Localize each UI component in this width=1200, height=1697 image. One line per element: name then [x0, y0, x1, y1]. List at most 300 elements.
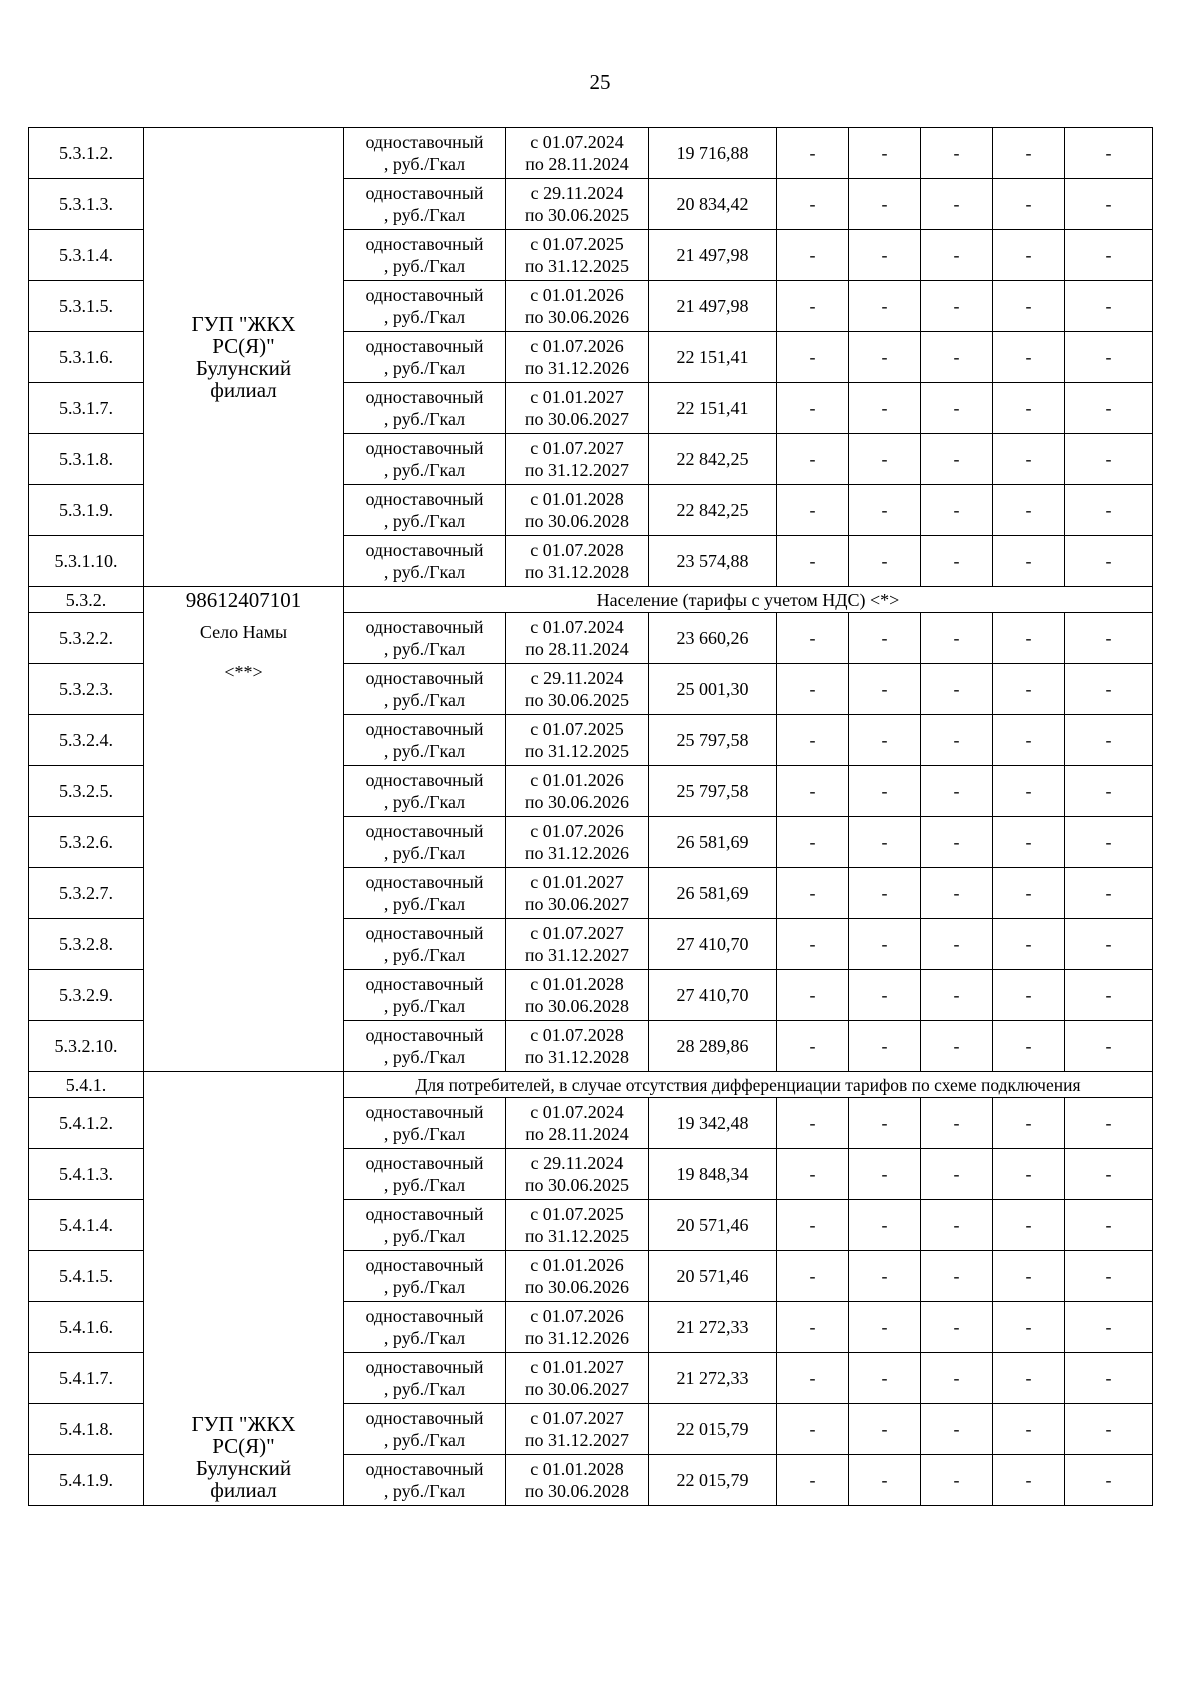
period-cell [506, 1021, 649, 1072]
period-to: по 30.06.2027 [524, 894, 630, 914]
organization-line: ГУП "ЖКХ [191, 312, 296, 336]
empty-value-cell: - [1065, 1200, 1153, 1251]
empty-value-cell: - [777, 1251, 849, 1302]
empty-value-cell: - [777, 868, 849, 919]
empty-value-cell: - [921, 1200, 993, 1251]
empty-value-cell: - [1065, 970, 1153, 1021]
rate-type-label: одноставочный [365, 1204, 484, 1224]
empty-value-cell: - [777, 766, 849, 817]
empty-value-cell: - [921, 1251, 993, 1302]
period-cell [506, 230, 649, 281]
section-title-cell: Для потребителей, в случае отсутствия дифференциации тарифов по схеме подключения [344, 1072, 1153, 1098]
empty-value-cell: - [1065, 536, 1153, 587]
empty-value-cell: - [1065, 179, 1153, 230]
rate-type-label: одноставочный [365, 1025, 484, 1045]
empty-value-cell: - [993, 715, 1065, 766]
tariff-value-cell: 22 151,41 [649, 383, 777, 434]
rate-unit-label: , руб./Гкал [383, 1175, 466, 1195]
empty-value-cell: - [777, 536, 849, 587]
period-to: по 30.06.2027 [524, 409, 630, 429]
tariff-value-cell: 27 410,70 [649, 919, 777, 970]
row-number-cell: 5.3.1.3. [29, 179, 144, 230]
period-cell [506, 332, 649, 383]
tariff-value-cell: 21 272,33 [649, 1302, 777, 1353]
rate-unit-label: , руб./Гкал [383, 792, 466, 812]
row-number-cell: 5.3.1.6. [29, 332, 144, 383]
tariff-value-cell: 22 842,25 [649, 485, 777, 536]
empty-value-cell: - [921, 766, 993, 817]
period-to: по 30.06.2028 [524, 1481, 630, 1501]
empty-value-cell: - [921, 485, 993, 536]
rate-type-label: одноставочный [365, 923, 484, 943]
row-number-cell: 5.4.1.6. [29, 1302, 144, 1353]
empty-value-cell: - [921, 179, 993, 230]
period-from: с 01.07.2025 [530, 1204, 624, 1224]
rate-type-label: одноставочный [365, 668, 484, 688]
rate-type-cell [344, 1404, 506, 1455]
period-from: с 29.11.2024 [530, 1153, 624, 1173]
settlement-name: Село Намы [199, 621, 288, 642]
empty-value-cell: - [777, 434, 849, 485]
rate-type-cell [344, 281, 506, 332]
row-number-cell: 5.4.1.5. [29, 1251, 144, 1302]
rate-type-label: одноставочный [365, 770, 484, 790]
rate-type-label: одноставочный [365, 1408, 484, 1428]
row-number-cell: 5.4.1.8. [29, 1404, 144, 1455]
period-from: с 01.07.2027 [530, 438, 624, 458]
rate-unit-label: , руб./Гкал [383, 996, 466, 1016]
period-cell [506, 1353, 649, 1404]
empty-value-cell: - [993, 1404, 1065, 1455]
empty-value-cell: - [1065, 383, 1153, 434]
empty-value-cell: - [993, 766, 1065, 817]
rate-type-label: одноставочный [365, 1306, 484, 1326]
tariff-table-body [29, 128, 1153, 1506]
empty-value-cell: - [849, 715, 921, 766]
period-cell [506, 1149, 649, 1200]
rate-unit-label: , руб./Гкал [383, 1379, 466, 1399]
rate-type-cell [344, 919, 506, 970]
empty-value-cell: - [993, 868, 1065, 919]
empty-value-cell: - [1065, 128, 1153, 179]
period-from: с 01.01.2027 [530, 387, 624, 407]
tariff-value-cell: 19 342,48 [649, 1098, 777, 1149]
period-cell [506, 817, 649, 868]
rate-unit-label: , руб./Гкал [383, 894, 466, 914]
period-to: по 31.12.2025 [524, 256, 630, 276]
period-cell [506, 1302, 649, 1353]
rate-type-cell [344, 485, 506, 536]
empty-value-cell: - [993, 485, 1065, 536]
tariff-value-cell: 22 015,79 [649, 1404, 777, 1455]
tariff-value-cell: 21 272,33 [649, 1353, 777, 1404]
empty-value-cell: - [849, 1021, 921, 1072]
row-number-cell: 5.3.1.9. [29, 485, 144, 536]
rate-unit-label: , руб./Гкал [383, 307, 466, 327]
empty-value-cell: - [921, 919, 993, 970]
period-to: по 31.12.2028 [524, 562, 630, 582]
empty-value-cell: - [993, 664, 1065, 715]
period-from: с 01.07.2024 [530, 1102, 624, 1122]
empty-value-cell: - [777, 485, 849, 536]
rate-type-label: одноставочный [365, 872, 484, 892]
rate-unit-label: , руб./Гкал [383, 1124, 466, 1144]
tariff-value-cell: 21 497,98 [649, 230, 777, 281]
row-number-cell: 5.3.1.2. [29, 128, 144, 179]
settlement-code-cell: 98612407101 [144, 587, 344, 613]
period-to: по 28.11.2024 [525, 154, 629, 174]
rate-unit-label: , руб./Гкал [383, 1277, 466, 1297]
organization-line: РС(Я)" [212, 1434, 275, 1458]
empty-value-cell: - [1065, 664, 1153, 715]
section-header-row [29, 1072, 1153, 1098]
row-number-cell: 5.4.1.7. [29, 1353, 144, 1404]
rate-type-cell [344, 970, 506, 1021]
rate-unit-label: , руб./Гкал [383, 945, 466, 965]
period-from: с 01.07.2028 [530, 540, 624, 560]
empty-value-cell: - [1065, 1251, 1153, 1302]
empty-value-cell: - [777, 179, 849, 230]
empty-value-cell: - [993, 1455, 1065, 1506]
rate-type-cell [344, 1302, 506, 1353]
period-to: по 30.06.2026 [524, 307, 630, 327]
rate-type-cell [344, 179, 506, 230]
period-from: с 01.07.2024 [530, 617, 624, 637]
empty-value-cell: - [921, 332, 993, 383]
empty-value-cell: - [993, 1021, 1065, 1072]
period-to: по 30.06.2027 [524, 1379, 630, 1399]
period-from: с 01.07.2028 [530, 1025, 624, 1045]
rate-type-label: одноставочный [365, 234, 484, 254]
period-cell [506, 434, 649, 485]
rate-unit-label: , руб./Гкал [383, 1047, 466, 1067]
empty-value-cell: - [849, 332, 921, 383]
empty-value-cell: - [777, 970, 849, 1021]
empty-value-cell: - [921, 1455, 993, 1506]
rate-type-cell [344, 613, 506, 664]
period-cell [506, 919, 649, 970]
tariff-value-cell: 19 716,88 [649, 128, 777, 179]
empty-value-cell: - [993, 536, 1065, 587]
empty-value-cell: - [921, 613, 993, 664]
period-from: с 01.07.2026 [530, 336, 624, 356]
period-to: по 30.06.2026 [524, 1277, 630, 1297]
rate-type-cell [344, 434, 506, 485]
organization-line: Булунский [195, 1456, 292, 1480]
empty-value-cell: - [921, 817, 993, 868]
rate-unit-label: , руб./Гкал [383, 843, 466, 863]
rate-type-cell [344, 1021, 506, 1072]
table-row [29, 613, 1153, 664]
empty-value-cell: - [1065, 613, 1153, 664]
rate-unit-label: , руб./Гкал [383, 1226, 466, 1246]
rate-type-label: одноставочный [365, 617, 484, 637]
tariff-value-cell: 26 581,69 [649, 868, 777, 919]
empty-value-cell: - [1065, 1149, 1153, 1200]
period-cell [506, 1098, 649, 1149]
empty-value-cell: - [849, 1200, 921, 1251]
empty-value-cell: - [849, 766, 921, 817]
rate-type-label: одноставочный [365, 1153, 484, 1173]
row-number-cell: 5.3.2.4. [29, 715, 144, 766]
empty-value-cell: - [849, 536, 921, 587]
empty-value-cell: - [993, 970, 1065, 1021]
rate-type-cell [344, 766, 506, 817]
rate-type-cell [344, 1149, 506, 1200]
empty-value-cell: - [1065, 434, 1153, 485]
tariff-value-cell: 25 001,30 [649, 664, 777, 715]
empty-value-cell: - [993, 230, 1065, 281]
rate-type-label: одноставочный [365, 540, 484, 560]
empty-value-cell: - [1065, 715, 1153, 766]
period-to: по 31.12.2026 [524, 843, 630, 863]
empty-value-cell: - [993, 1302, 1065, 1353]
row-number-cell: 5.3.2.7. [29, 868, 144, 919]
empty-value-cell: - [993, 1098, 1065, 1149]
empty-value-cell: - [849, 1353, 921, 1404]
rate-type-cell [344, 383, 506, 434]
empty-value-cell: - [777, 817, 849, 868]
tariff-value-cell: 22 015,79 [649, 1455, 777, 1506]
section-title-cell: Население (тарифы с учетом НДС) <*> [344, 587, 1153, 613]
rate-type-label: одноставочный [365, 285, 484, 305]
period-from: с 29.11.2024 [530, 668, 624, 688]
row-number-cell: 5.4.1.9. [29, 1455, 144, 1506]
rate-type-cell [344, 1200, 506, 1251]
rate-type-cell [344, 1455, 506, 1506]
period-from: с 01.07.2026 [530, 821, 624, 841]
empty-value-cell: - [849, 664, 921, 715]
rate-type-label: одноставочный [365, 183, 484, 203]
empty-value-cell: - [921, 1353, 993, 1404]
empty-value-cell: - [777, 1455, 849, 1506]
empty-value-cell: - [849, 179, 921, 230]
empty-value-cell: - [849, 1404, 921, 1455]
empty-value-cell: - [777, 332, 849, 383]
period-from: с 01.01.2026 [530, 1255, 624, 1275]
empty-value-cell: - [921, 383, 993, 434]
empty-value-cell: - [849, 383, 921, 434]
page-number: 25 [589, 70, 611, 94]
rate-type-cell [344, 536, 506, 587]
period-to: по 31.12.2026 [524, 1328, 630, 1348]
empty-value-cell: - [921, 970, 993, 1021]
rate-unit-label: , руб./Гкал [383, 690, 466, 710]
empty-value-cell: - [921, 1149, 993, 1200]
rate-unit-label: , руб./Гкал [383, 1328, 466, 1348]
period-cell [506, 281, 649, 332]
period-to: по 28.11.2024 [525, 639, 629, 659]
rate-type-cell [344, 1353, 506, 1404]
empty-value-cell: - [777, 383, 849, 434]
empty-value-cell: - [777, 1149, 849, 1200]
empty-value-cell: - [1065, 1455, 1153, 1506]
period-to: по 31.12.2025 [524, 1226, 630, 1246]
empty-value-cell: - [849, 485, 921, 536]
period-cell [506, 970, 649, 1021]
period-to: по 30.06.2028 [524, 996, 630, 1016]
empty-value-cell: - [1065, 868, 1153, 919]
empty-value-cell: - [849, 868, 921, 919]
empty-value-cell: - [921, 1404, 993, 1455]
period-from: с 01.01.2028 [530, 974, 624, 994]
rate-unit-label: , руб./Гкал [383, 256, 466, 276]
empty-value-cell: - [921, 715, 993, 766]
tariff-value-cell: 21 497,98 [649, 281, 777, 332]
period-from: с 01.07.2026 [530, 1306, 624, 1326]
row-number-cell: 5.4.1.3. [29, 1149, 144, 1200]
tariff-value-cell: 25 797,58 [649, 766, 777, 817]
empty-value-cell: - [993, 332, 1065, 383]
tariff-table [28, 127, 1153, 1506]
rate-unit-label: , руб./Гкал [383, 562, 466, 582]
section-header-row [29, 587, 1153, 613]
tariff-value-cell: 20 571,46 [649, 1251, 777, 1302]
rate-type-cell [344, 1098, 506, 1149]
period-cell [506, 485, 649, 536]
empty-value-cell: - [777, 128, 849, 179]
rate-type-label: одноставочный [365, 336, 484, 356]
empty-value-cell: - [921, 868, 993, 919]
row-number-cell: 5.4.1.2. [29, 1098, 144, 1149]
rate-unit-label: , руб./Гкал [383, 409, 466, 429]
empty-value-cell: - [849, 434, 921, 485]
section-number-cell: 5.4.1. [29, 1072, 144, 1098]
period-to: по 28.11.2024 [525, 1124, 629, 1144]
period-cell [506, 383, 649, 434]
rate-type-cell [344, 817, 506, 868]
rate-unit-label: , руб./Гкал [383, 1430, 466, 1450]
rate-type-label: одноставочный [365, 387, 484, 407]
row-number-cell: 5.3.2.5. [29, 766, 144, 817]
period-from: с 29.11.2024 [530, 183, 624, 203]
row-number-cell: 5.3.2.2. [29, 613, 144, 664]
period-from: с 01.07.2027 [530, 1408, 624, 1428]
table-row [29, 128, 1153, 179]
period-from: с 01.01.2026 [530, 770, 624, 790]
period-cell [506, 868, 649, 919]
section-number-cell: 5.3.2. [29, 587, 144, 613]
tariff-value-cell: 28 289,86 [649, 1021, 777, 1072]
empty-value-cell: - [993, 1200, 1065, 1251]
period-cell [506, 179, 649, 230]
empty-value-cell: - [993, 383, 1065, 434]
rate-type-cell [344, 715, 506, 766]
empty-value-cell: - [1065, 332, 1153, 383]
empty-value-cell: - [849, 128, 921, 179]
empty-value-cell: - [993, 128, 1065, 179]
rate-type-label: одноставочный [365, 489, 484, 509]
empty-value-cell: - [921, 434, 993, 485]
empty-value-cell: - [1065, 1021, 1153, 1072]
period-from: с 01.01.2027 [530, 872, 624, 892]
rate-type-label: одноставочный [365, 1357, 484, 1377]
empty-value-cell: - [1065, 766, 1153, 817]
settlement-note: <**> [224, 661, 263, 682]
rate-type-label: одноставочный [365, 1102, 484, 1122]
rate-unit-label: , руб./Гкал [383, 741, 466, 761]
empty-value-cell: - [1065, 1302, 1153, 1353]
period-to: по 31.12.2027 [524, 1430, 630, 1450]
rate-type-cell [344, 1251, 506, 1302]
rate-unit-label: , руб./Гкал [383, 1481, 466, 1501]
row-number-cell: 5.3.2.10. [29, 1021, 144, 1072]
tariff-value-cell: 23 660,26 [649, 613, 777, 664]
row-number-cell: 5.3.2.9. [29, 970, 144, 1021]
period-to: по 31.12.2026 [524, 358, 630, 378]
period-from: с 01.01.2027 [530, 1357, 624, 1377]
rate-type-label: одноставочный [365, 438, 484, 458]
empty-value-cell: - [777, 281, 849, 332]
empty-value-cell: - [921, 128, 993, 179]
tariff-value-cell: 22 842,25 [649, 434, 777, 485]
empty-value-cell: - [1065, 485, 1153, 536]
row-number-cell: 5.3.1.10. [29, 536, 144, 587]
row-number-cell: 5.3.1.5. [29, 281, 144, 332]
empty-value-cell: - [777, 1404, 849, 1455]
empty-value-cell: - [993, 1251, 1065, 1302]
tariff-value-cell: 20 834,42 [649, 179, 777, 230]
rate-unit-label: , руб./Гкал [383, 154, 466, 174]
empty-value-cell: - [849, 919, 921, 970]
empty-value-cell: - [1065, 919, 1153, 970]
period-to: по 31.12.2028 [524, 1047, 630, 1067]
organization-line: Булунский [195, 356, 292, 380]
organization-line: РС(Я)" [212, 334, 275, 358]
empty-value-cell: - [1065, 1404, 1153, 1455]
empty-value-cell: - [1065, 1353, 1153, 1404]
period-from: с 01.01.2028 [530, 1459, 624, 1479]
empty-value-cell: - [849, 1455, 921, 1506]
empty-value-cell: - [849, 613, 921, 664]
rate-type-label: одноставочный [365, 719, 484, 739]
rate-type-label: одноставочный [365, 821, 484, 841]
empty-value-cell: - [777, 664, 849, 715]
empty-value-cell: - [777, 1098, 849, 1149]
tariff-value-cell: 22 151,41 [649, 332, 777, 383]
empty-value-cell: - [921, 664, 993, 715]
row-number-cell: 5.3.2.8. [29, 919, 144, 970]
empty-value-cell: - [849, 970, 921, 1021]
period-from: с 01.07.2025 [530, 234, 624, 254]
period-to: по 30.06.2025 [524, 1175, 630, 1195]
period-to: по 31.12.2027 [524, 945, 630, 965]
period-cell [506, 715, 649, 766]
rate-type-cell [344, 868, 506, 919]
empty-value-cell: - [849, 1098, 921, 1149]
empty-value-cell: - [993, 179, 1065, 230]
rate-type-label: одноставочный [365, 1459, 484, 1479]
empty-value-cell: - [1065, 1098, 1153, 1149]
period-to: по 30.06.2028 [524, 511, 630, 531]
empty-value-cell: - [993, 1353, 1065, 1404]
rate-type-label: одноставочный [365, 132, 484, 152]
period-cell [506, 128, 649, 179]
period-from: с 01.07.2024 [530, 132, 624, 152]
period-to: по 30.06.2025 [524, 205, 630, 225]
empty-value-cell: - [921, 230, 993, 281]
tariff-value-cell: 23 574,88 [649, 536, 777, 587]
empty-value-cell: - [1065, 281, 1153, 332]
empty-value-cell: - [921, 1098, 993, 1149]
empty-value-cell: - [777, 1200, 849, 1251]
organization-cell [144, 613, 344, 1072]
empty-value-cell: - [849, 281, 921, 332]
rate-type-cell [344, 128, 506, 179]
empty-value-cell: - [993, 919, 1065, 970]
rate-type-cell [344, 332, 506, 383]
period-cell [506, 1404, 649, 1455]
